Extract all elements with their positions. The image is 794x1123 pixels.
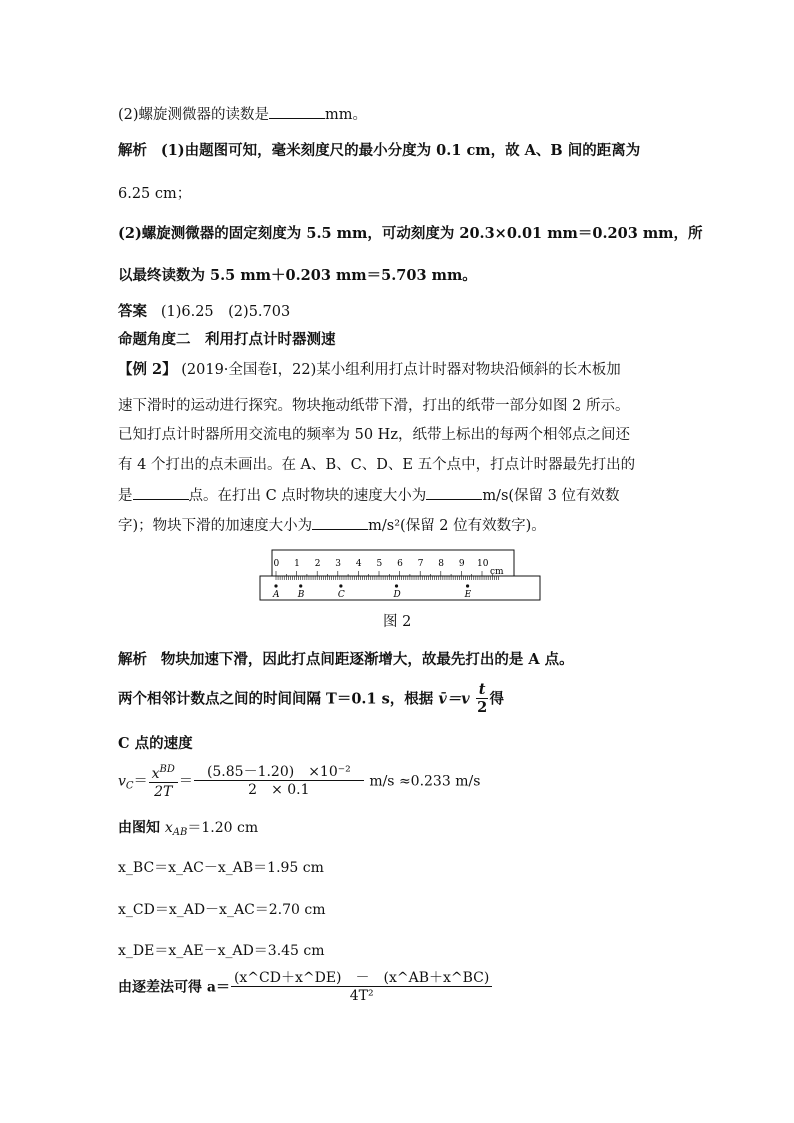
example-line-3: 已知打点计时器所用交流电的频率为 50 Hz，纸带上标出的每两个相邻点之间还 [118, 427, 630, 443]
example-line-2: 速下滑时的运动进行探究。物块拖动纸带下滑，打出的纸带一部分如图 2 所示。 [118, 398, 630, 414]
analysis-2-text-2: 两个相邻计数点之间的时间间隔 T＝0.1 s，根据 [118, 690, 434, 708]
analysis-1-line-3: (2)螺旋测微器的固定刻度为 5.5 mm，可动刻度为 20.3×0.01 mm＝0.203 mm，所 [118, 225, 703, 242]
tape-label-E: E [464, 590, 472, 600]
blank-acceleration [312, 515, 368, 530]
ruler-number: 8 [438, 559, 445, 569]
tape-point-A [274, 584, 277, 587]
analysis-label: 解析 [118, 142, 147, 159]
ruler-number: 6 [397, 559, 403, 569]
example-text-6b: m/s²(保留 2 位有效数字)。 [368, 518, 546, 534]
ruler-tape-figure [258, 548, 548, 604]
question-2-unit: mm。 [325, 107, 368, 123]
question-2-text: (2)螺旋测微器的读数是 [118, 107, 270, 123]
ruler-unit: cm [490, 567, 504, 577]
blank-velocity [426, 485, 482, 500]
analysis-2-line-2: 两个相邻计数点之间的时间间隔 T＝0.1 s，根据 v̄＝v $\frac{t}{2}$ 得 [118, 681, 504, 716]
vc-result: m/s ≈0.233 m/s [369, 773, 481, 790]
analysis-2-label: 解析 [118, 651, 147, 668]
ruler-number: 7 [417, 559, 424, 569]
blank-first-point [133, 485, 189, 500]
analysis-text: (1)由题图可知，毫米刻度尺的最小分度为 0.1 cm，故 A、B 间的距离为 [160, 142, 641, 159]
acceleration-fraction: $\frac{(x\^{}CD+x\^{}DE) - (x\^{}AB+x\^{}BC)}{\text{4T²}}$ [231, 970, 492, 1005]
example-text-5c: m/s(保留 3 位有效数 [482, 488, 620, 504]
example-text-1: (2019·全国卷Ⅰ，22)某小组利用打点计时器对物块沿倾斜的长木板加 [181, 362, 621, 378]
answer-line [118, 302, 290, 322]
time-half-fraction: $\frac{t}{2}$ [477, 681, 488, 716]
analysis-2-line-1 [118, 650, 574, 670]
tape-point-C [339, 584, 342, 587]
example-line-6 [118, 515, 546, 536]
answer-blank [269, 104, 325, 119]
answer-text: (1)6.25 (2)5.703 [160, 304, 291, 320]
ruler-number: 3 [335, 559, 342, 569]
xbc-line: x_BC＝x_AC－x_AB＝1.95 cm [118, 860, 324, 876]
analysis-1-line-1 [118, 141, 640, 161]
vc-equation: $v_C=$ $\frac{x^{BD}}{2T}$ ＝ $\frac{\text{(5.85－1.20) ×10⁻²}}{2 \times 0.1}$ m/s ≈0.233 m/s [118, 764, 481, 800]
example-text-6a: 字)；物块下滑的加速度大小为 [118, 518, 313, 534]
tape-label-D: D [393, 590, 401, 600]
ruler-number: 0 [273, 559, 280, 569]
section-title: 命题角度二 利用打点计时器测速 [118, 331, 336, 348]
ruler-number: 1 [294, 559, 300, 569]
tape-label-A: A [273, 590, 280, 600]
xcd-line: x_CD＝x_AD－x_AC＝2.70 cm [118, 902, 326, 918]
example-line-1 [118, 360, 621, 380]
question-2-line [118, 104, 367, 125]
example-line-5 [118, 485, 620, 506]
vc-fraction-1: $\frac{x^{BD}}{2T}$ [149, 762, 178, 801]
example-line-4: 有 4 个打出的点未画出。在 A、B、C、D、E 五个点中，打点计时器最先打出的 [118, 457, 636, 473]
acceleration-equation: 由逐差法可得 a＝ $\frac{(x\^{}CD+x\^{}DE) - (x\^{}AB+x\^{}BC)}{\text{4T²}}$ [118, 970, 493, 1005]
analysis-1-line-4: 以最终读数为 5.5 mm＋0.203 mm＝5.703 mm。 [118, 267, 477, 284]
example-text-5a: 是 [118, 488, 133, 504]
ruler-number: 2 [314, 559, 321, 569]
tape-label-B: B [297, 590, 305, 600]
figure-caption: 图 2 [383, 614, 412, 630]
vc-fraction-2: $\frac{\text{(5.85－1.20) ×10⁻²}}{2 \times 0.1}$ [194, 764, 364, 799]
ruler-number: 10 [477, 559, 489, 569]
answer-label: 答案 [118, 303, 147, 320]
tape-point-D [395, 584, 398, 587]
analysis-2-text-1: 物块加速下滑，因此打点间距逐渐增大，故最先打出的是 A 点。 [160, 651, 574, 668]
ruler-number: 5 [376, 559, 383, 569]
xab-line: 由图知 $x_{AB}=1.20$ cm [118, 820, 259, 838]
example-text-5b: 点。在打出 C 点时物块的速度大小为 [188, 488, 427, 504]
xde-line: x_DE＝x_AE－x_AD＝3.45 cm [118, 943, 325, 959]
analysis-1-line-2: 6.25 cm； [118, 186, 192, 202]
ruler-number: 9 [458, 559, 465, 569]
example-tag: 【例 2】 [118, 361, 177, 378]
tape-point-E [466, 584, 469, 587]
velocity-formula: v̄＝v [438, 690, 470, 708]
analysis-2-line-3: C 点的速度 [118, 735, 193, 752]
tape-label-C: C [337, 590, 345, 600]
ruler-number: 4 [355, 559, 362, 569]
tape-point-B [299, 584, 302, 587]
